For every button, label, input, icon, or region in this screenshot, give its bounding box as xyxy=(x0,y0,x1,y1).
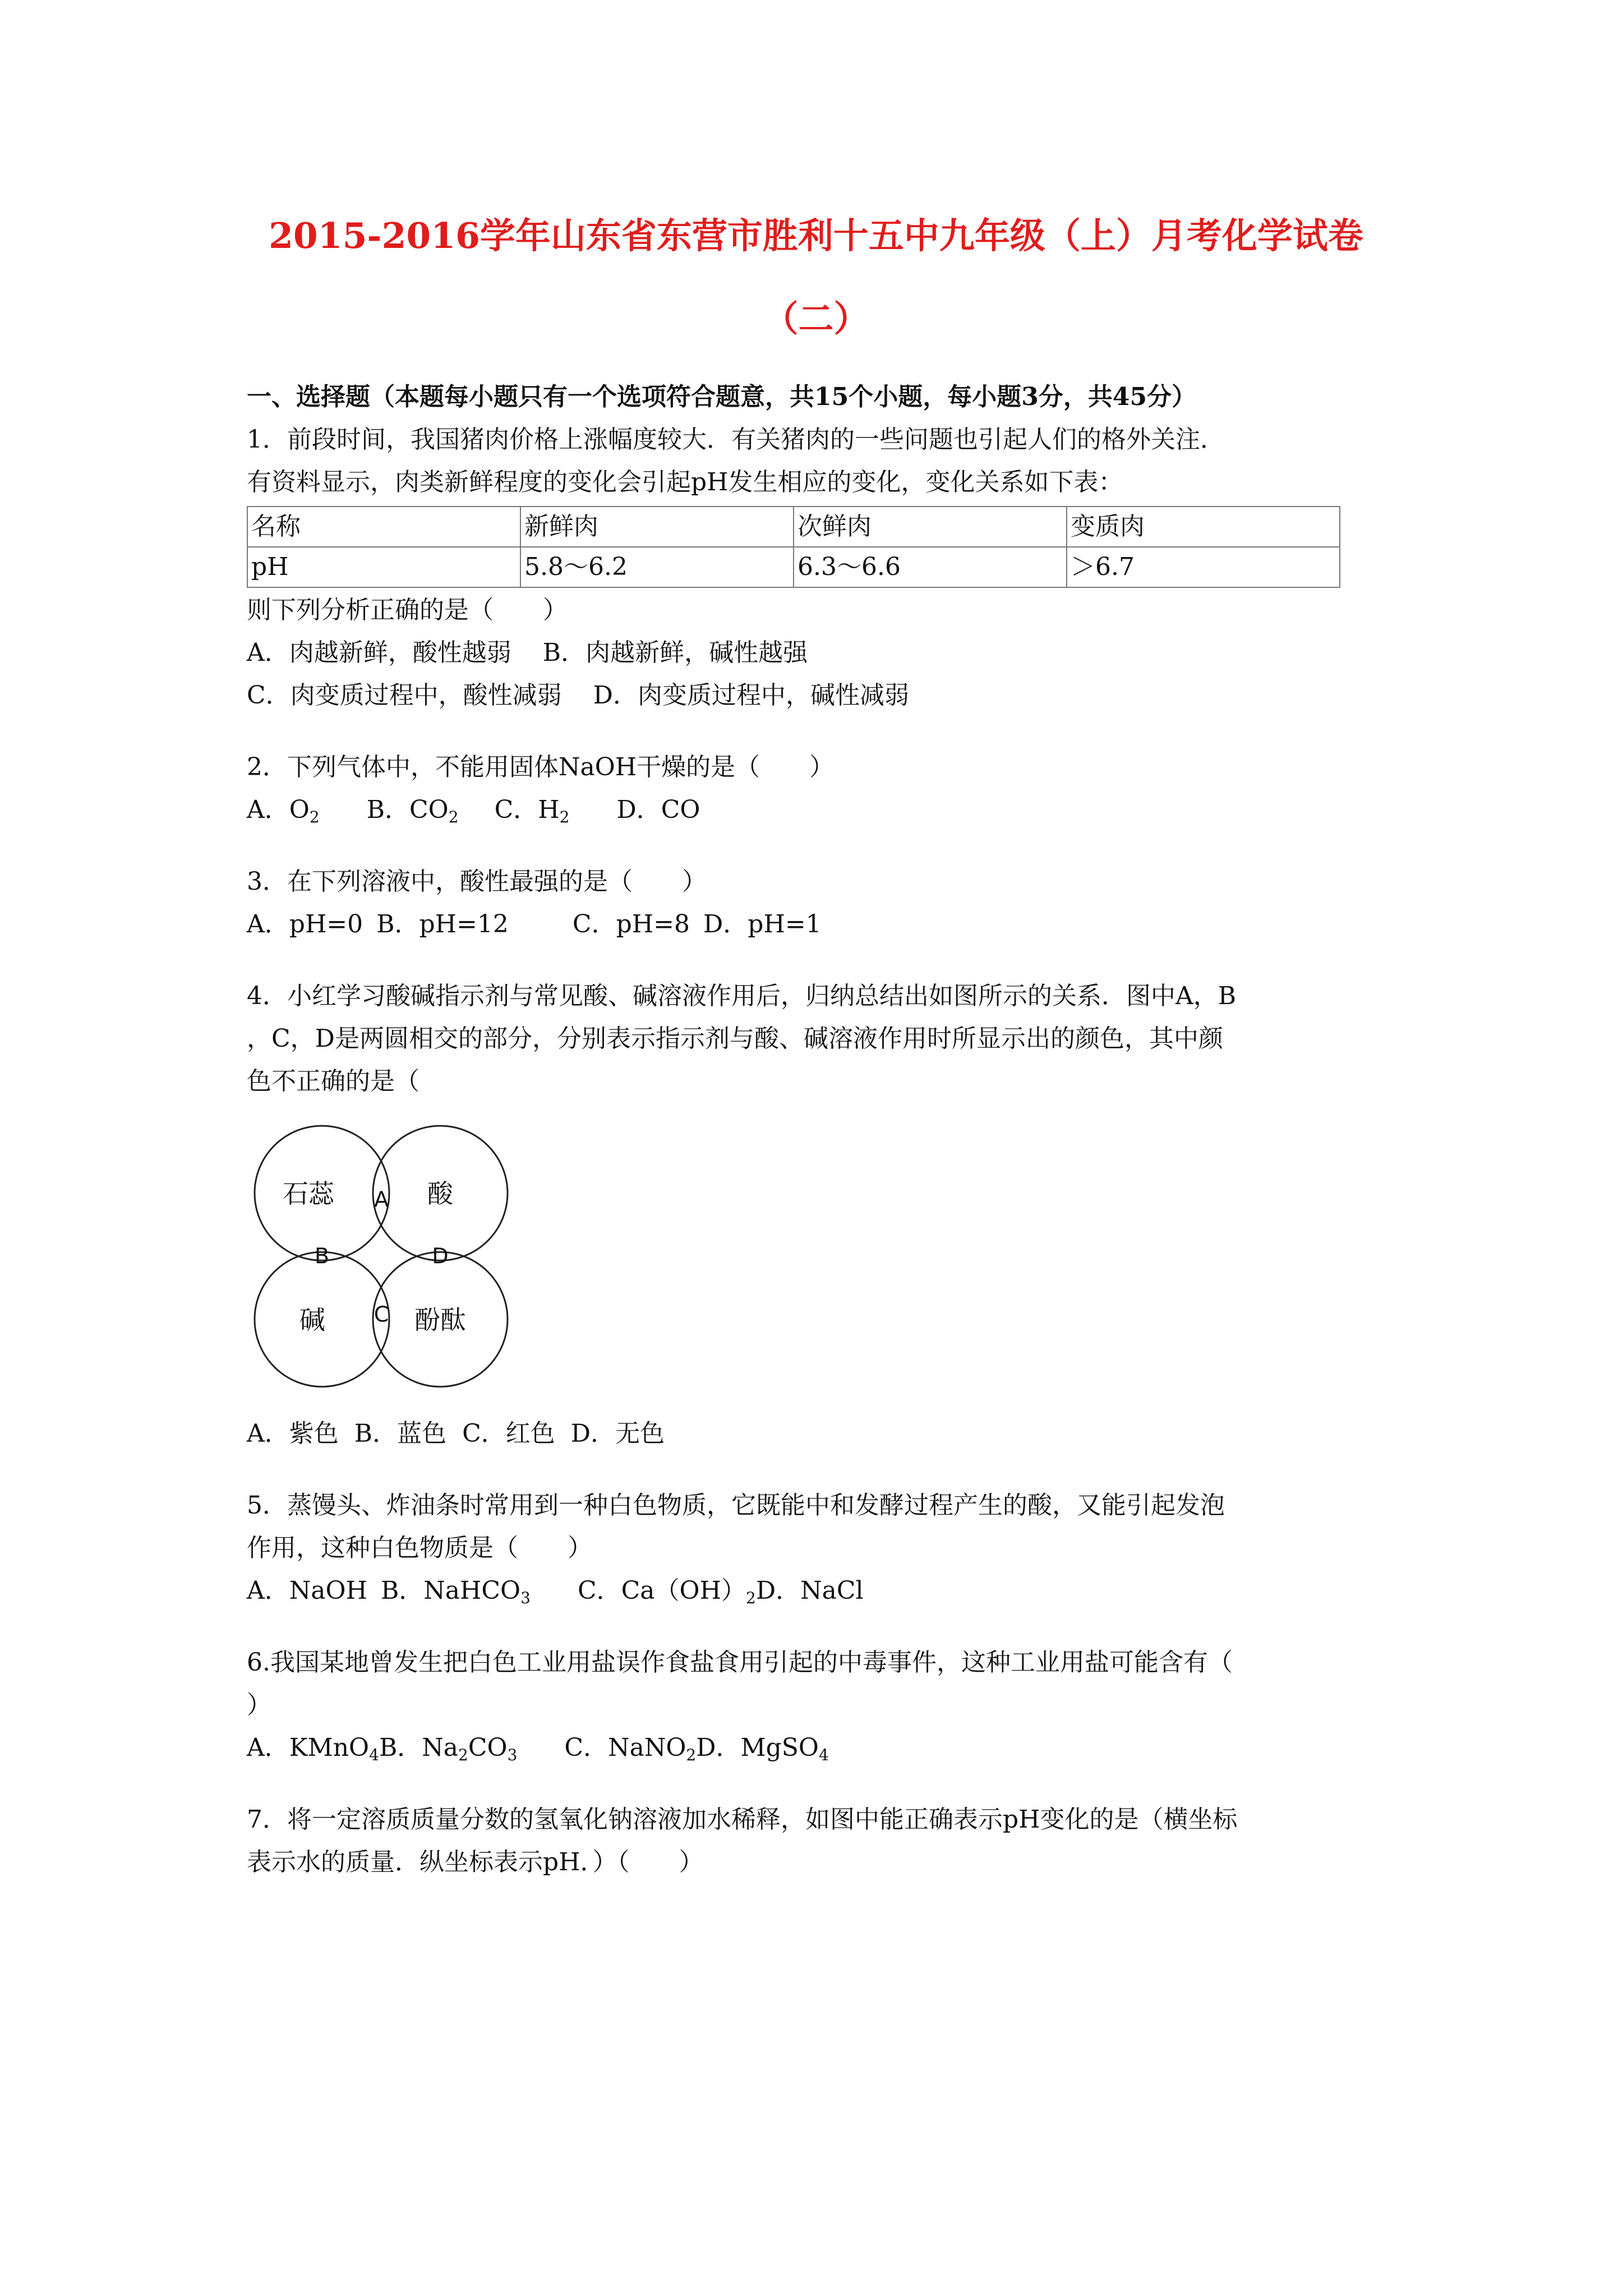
q1-option-d: D．肉变质过程中，碱性减弱 xyxy=(593,681,909,710)
q4-option-d: D．无色 xyxy=(570,1419,665,1448)
table-cell: pH xyxy=(247,547,520,587)
q2-stem: 2．下列气体中，不能用固体NaOH干燥的是（ ） xyxy=(247,753,834,781)
q6-option-b: B．$Na_2CO_3$ xyxy=(379,1733,518,1764)
q6-text-line2: ） xyxy=(247,1691,271,1719)
question-1 xyxy=(247,418,1385,717)
q4-option-a: A．紫色 xyxy=(247,1419,339,1448)
q4-option-b: B．蓝色 xyxy=(354,1419,447,1448)
q1-option-c: C．肉变质过程中，酸性减弱 xyxy=(247,681,562,710)
exam-title-line2: （二） xyxy=(763,298,869,339)
q3-option-d: D．pH=1 xyxy=(703,910,822,938)
q1-option-b: B．肉越新鲜，碱性越强 xyxy=(542,638,808,667)
q5-option-b: B．NaHCO$_3$ xyxy=(380,1576,531,1607)
q1-text-line1: 1．前段时间，我国猪肉价格上涨幅度较大．有关猪肉的一些问题也引起人们的格外关注． xyxy=(247,425,1225,454)
q2-options xyxy=(247,789,1385,831)
q3-options xyxy=(247,903,1385,946)
exam-page xyxy=(247,208,1385,1884)
q2-option-b: B．$CO_2$ xyxy=(366,795,459,826)
q6-option-c: C．NaNO$_2$ xyxy=(564,1733,697,1764)
venn-label-acid: 酸 xyxy=(427,1179,453,1209)
table-cell: 变质肉 xyxy=(1067,507,1340,547)
q3-stem: 3．在下列溶液中，酸性最强的是（ ） xyxy=(247,867,707,896)
q2-option-d: D．CO xyxy=(616,795,700,824)
q6-options xyxy=(247,1727,1385,1769)
indicator-venn-diagram xyxy=(247,1119,527,1399)
question-3 xyxy=(247,861,1385,946)
q1-stem: 则下列分析正确的是（ ） xyxy=(247,596,568,624)
question-7 xyxy=(247,1798,1385,1884)
venn-region-c: C xyxy=(374,1302,389,1327)
q3-option-a: A．pH=0 xyxy=(247,910,363,938)
table-cell: 次鲜肉 xyxy=(794,507,1067,547)
q2-option-a: A．$O_2$ xyxy=(247,795,320,826)
venn-label-litmus: 石蕊 xyxy=(283,1179,334,1209)
meat-ph-table xyxy=(247,506,1340,588)
q6-option-d: D．MgSO$_4$ xyxy=(696,1733,829,1764)
q4-text-line2: ，C，D是两圆相交的部分，分别表示指示剂与酸、碱溶液作用时所显示出的颜色，其中颜 xyxy=(247,1024,1223,1053)
venn-label-phenolphthalein: 酚酞 xyxy=(414,1305,466,1335)
q1-text-line2: 有资料显示，肉类新鲜程度的变化会引起pH发生相应的变化，变化关系如下表： xyxy=(247,468,1123,496)
q5-option-a: A．NaOH xyxy=(247,1576,367,1605)
q5-text-line1: 5．蒸馒头、炸油条时常用到一种白色物质，它既能中和发酵过程产生的酸，又能引起发泡 xyxy=(247,1491,1225,1520)
q4-option-c: C．红色 xyxy=(462,1419,555,1448)
exam-title-line1: 2015-2016学年山东省东营市胜利十五中九年级（上）月考化学试卷 xyxy=(269,215,1363,256)
table-cell: 名称 xyxy=(247,507,520,547)
table-row xyxy=(247,547,1340,587)
question-6 xyxy=(247,1641,1385,1769)
q2-option-c: C．$H_2$ xyxy=(494,795,570,826)
q4-text-line1: 4．小红学习酸碱指示剂与常见酸、碱溶液作用后，归纳总结出如图所示的关系．图中A，B xyxy=(247,982,1237,1010)
question-5 xyxy=(247,1484,1385,1612)
question-2 xyxy=(247,746,1385,831)
q1-options-ab xyxy=(247,632,1385,674)
table-cell: 6.3～6.6 xyxy=(794,547,1067,587)
venn-region-b: B xyxy=(314,1244,330,1268)
section-heading: 一、选择题（本题每小题只有一个选项符合题意，共15个小题，每小题3分，共45分） xyxy=(247,383,1197,411)
q3-option-b: B．pH=12 xyxy=(376,910,509,938)
question-4 xyxy=(247,975,1385,1455)
table-cell: 5.8～6.2 xyxy=(520,547,794,587)
q3-option-c: C．pH=8 xyxy=(572,910,690,938)
venn-region-d: D xyxy=(432,1244,449,1268)
q5-option-c: C．$Ca(OH)_2$ xyxy=(577,1576,756,1607)
q4-text-line3: 色不正确的是（ xyxy=(247,1067,419,1096)
table-cell: 新鲜肉 xyxy=(520,507,794,547)
table-cell: ＞6.7 xyxy=(1067,547,1340,587)
table-row xyxy=(247,507,1340,547)
q1-options-cd xyxy=(247,674,1385,717)
q6-option-a: A．KMnO$_4$ xyxy=(247,1733,379,1764)
q5-option-d: D．NaCl xyxy=(755,1576,864,1605)
venn-region-a: A xyxy=(374,1187,389,1212)
q5-text-line2: 作用，这种白色物质是（ ） xyxy=(247,1534,592,1562)
q5-options xyxy=(247,1570,1385,1612)
venn-label-base: 碱 xyxy=(299,1305,325,1335)
q1-option-a: A．肉越新鲜，酸性越弱 xyxy=(247,638,511,667)
q7-text-line2: 表示水的质量．纵坐标表示pH．）（ ） xyxy=(247,1848,704,1876)
q6-text-line1: 6.我国某地曾发生把白色工业用盐误作食盐食用引起的中毒事件，这种工业用盐可能含有（ xyxy=(247,1648,1233,1677)
q4-options xyxy=(247,1412,1385,1455)
q7-text-line1: 7．将一定溶质质量分数的氢氧化钠溶液加水稀释，如图中能正确表示pH变化的是（横坐标 xyxy=(247,1805,1238,1834)
